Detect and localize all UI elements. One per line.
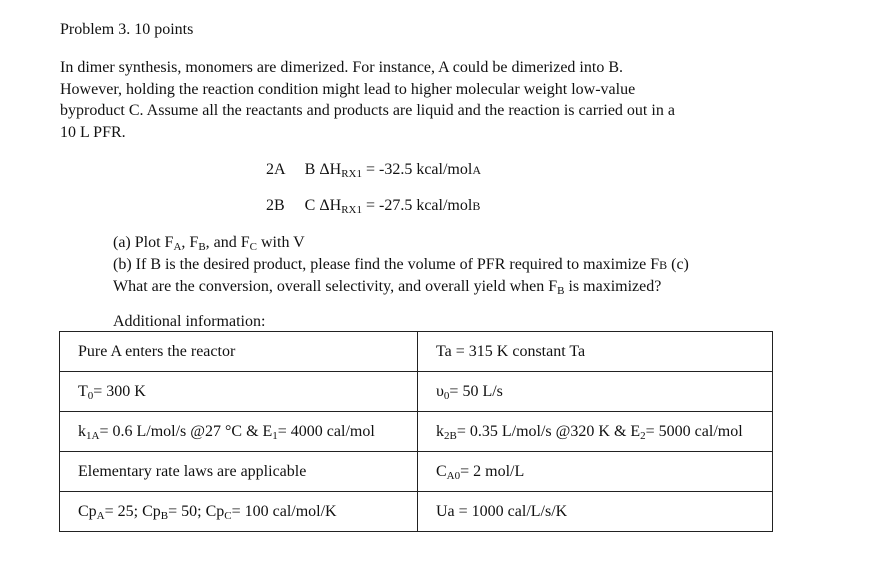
cell-sub: A0 [446,469,461,482]
question-a-text: , and F [205,234,250,251]
table-cell [60,372,418,412]
reaction-2-unit-sub: B [472,199,481,213]
question-a-text: with V [257,234,305,251]
additional-info-table [59,331,773,532]
cell-sub: 0 [443,389,450,402]
cell-text: = 25; Cp [104,502,161,520]
table-cell [418,332,773,372]
cell-text: = 0.35 L/mol/s @320 K & E [456,422,641,440]
cell-text: = 300 K [93,382,146,400]
cell-sub: A [96,509,105,522]
cell-text: k [436,422,444,440]
intro-line-4: 10 L PFR. [60,124,126,141]
cell-sub: 1 [272,429,278,442]
intro-line-1: In dimer synthesis, monomers are dimerized. For instance, A could be dimerized into B. [60,59,623,76]
reaction-1-product: B [304,161,316,178]
cell-text: T [78,382,88,400]
reaction-1 [266,160,481,180]
cell-text: = 4000 cal/mol [277,422,375,440]
question-b-line-1 [113,255,689,275]
reaction-1-enthalpy-sub: RX1 [341,168,362,180]
cell-sub: 2 [640,429,646,442]
cell-text: k [78,422,86,440]
reaction-2-enthalpy: ΔH [319,197,342,214]
table-cell [418,372,773,412]
reaction-2-value: = -27.5 kcal/mol [365,197,473,214]
reaction-1-unit-sub: A [472,163,481,177]
cell-sub: 2B [444,429,457,442]
cell-text: = 0.6 L/mol/s @27 °C & E [99,422,273,440]
cell-sub: 1A [86,429,100,442]
problem-title: Problem 3. 10 points [60,21,194,38]
additional-info-label: Additional information: [113,313,266,330]
cell-text: C [436,462,447,480]
question-b-sub: B [659,258,668,272]
reaction-1-enthalpy: ΔH [319,161,342,178]
intro-line-2: However, holding the reaction condition might lead to higher molecular weight low-value [60,81,636,98]
cell-text: = 2 mol/L [460,462,525,480]
cell-sub: B [160,509,169,522]
table-row [60,412,773,452]
question-b-text: What are the conversion, overall selectivity, and overall yield when F [113,278,558,295]
table-cell [418,492,773,532]
table-cell [60,452,418,492]
cell-sub: 0 [87,389,94,402]
cell-text: = 50 L/s [449,382,503,400]
reaction-2-product: C [304,197,316,214]
reaction-1-reactants: 2A [266,161,285,178]
cell-text: Cp [78,502,97,520]
question-b-line-2 [113,277,661,297]
cell-sub: C [224,509,232,522]
reaction-2-enthalpy-sub: RX1 [341,204,362,216]
table-cell [418,452,773,492]
question-a-text: , F [181,234,199,251]
question-a-sub: C [249,241,257,253]
question-b-text: is maximized? [564,278,662,295]
cell-text: Ua = 1000 cal/L/s/K [436,502,568,520]
reaction-2 [266,196,480,216]
cell-text: = 50; Cp [168,502,225,520]
question-a-text: (a) Plot F [113,234,174,251]
question-a-sub: B [198,241,206,253]
cell-text: = 100 cal/mol/K [231,502,337,520]
question-b-text: (b) If B is the desired product, please find the volume of PFR required to maximize F [113,256,660,273]
table-row [60,452,773,492]
cell-text: Elementary rate laws are applicable [78,462,307,480]
table-cell [60,332,418,372]
table-row [60,372,773,412]
question-b-text: (c) [667,256,689,273]
table-row [60,332,773,372]
reaction-1-value: = -32.5 kcal/mol [365,161,473,178]
table-cell [60,412,418,452]
table-row [60,492,773,532]
question-b-sub: B [557,285,565,297]
table-cell [60,492,418,532]
question-a-sub: A [173,241,182,253]
question-a [113,233,305,253]
table-cell [418,412,773,452]
cell-text: υ [436,382,444,400]
cell-text: Ta = 315 K constant Ta [436,342,586,360]
cell-text: = 5000 cal/mol [645,422,743,440]
reaction-2-reactants: 2B [266,197,285,214]
cell-text: Pure A enters the reactor [78,342,236,360]
intro-line-3: byproduct C. Assume all the reactants and products are liquid and the reaction is carried out in a [60,102,675,119]
